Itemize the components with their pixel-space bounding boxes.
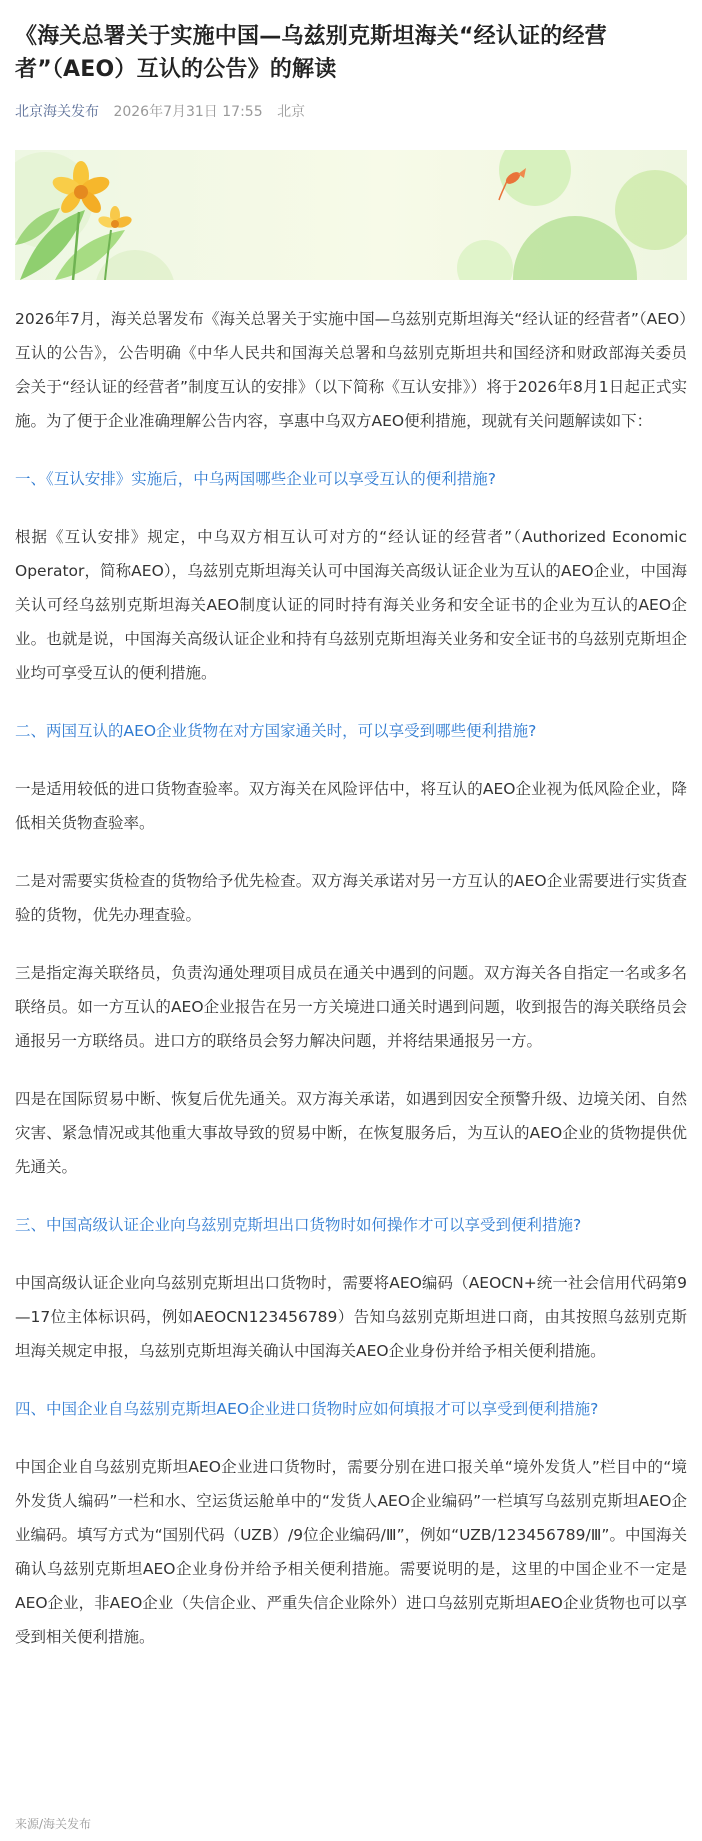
flower-illustration [15, 150, 687, 280]
section-heading-1: 一、《互认安排》实施后，中乌两国哪些企业可以享受互认的便利措施? [15, 470, 496, 488]
section-heading-4: 四、中国企业自乌兹别克斯坦AEO企业进口货物时应如何填报才可以享受到便利措施? [15, 1400, 599, 1418]
article [15, 0, 687, 1654]
section-1-paragraph: 根据《互认安排》规定，中乌双方相互认可对方的“经认证的经营者”（Authorized Economic Operator，简称AEO），乌兹别克斯坦海关认可中国海关高级认证企业为互认的AEO企业，中国海关认可经乌兹别克斯坦海关AEO制度认证的同时持有海关业务和安全证书的企业为互认的AEO企业。也就是说，中国海关高级认证企业和持有乌兹别克斯坦海关业务和安全证书的乌兹别克斯坦企业均可享受互认的便利措施。 [15, 528, 687, 682]
section-4-paragraph: 中国企业自乌兹别克斯坦AEO企业进口货物时，需要分别在进口报关单“境外发货人”栏目中的“境外发货人编码”一栏和水、空运货运舱单中的“发货人AEO企业编码”一栏填写乌兹别克斯坦AEO企业编码。填写方式为“国别代码（UZB）/9位企业编码/Ⅲ”，例如“UZB/123456789/Ⅲ”。中国海关确认乌兹别克斯坦AEO企业身份并给予相关便利措施。需要说明的是，这里的中国企业不一定是AEO企业，非AEO企业（失信企业、严重失信企业除外）进口乌兹别克斯坦AEO企业货物也可以享受到相关便利措施。 [15, 1458, 687, 1646]
section-2-paragraph-4: 四是在国际贸易中断、恢复后优先通关。双方海关承诺，如遇到因安全预警升级、边境关闭、自然灾害、紧急情况或其他重大事故导致的贸易中断，在恢复服务后，为互认的AEO企业的货物提供优先通关。 [15, 1090, 687, 1176]
article-meta [15, 102, 687, 122]
source-account-link[interactable]: 北京海关发布 [15, 104, 99, 120]
intro-paragraph: 2026年7月，海关总署发布《海关总署关于实施中国—乌兹别克斯坦海关“经认证的经营者”（AEO）互认的公告》，公告明确《中华人民共和国海关总署和乌兹别克斯坦共和国经济和财政部海关委员会关于“经认证的经营者”制度互认的安排》（以下简称《互认安排》）将于2026年8月1日起正式实施。为了便于企业准确理解公告内容，享惠中乌双方AEO便利措施，现就有关问题解读如下： [15, 310, 687, 430]
section-3-paragraph: 中国高级认证企业向乌兹别克斯坦出口货物时，需要将AEO编码（AEOCN+统一社会信用代码第9—17位主体标识码，例如AEOCN123456789）告知乌兹别克斯坦进口商，由其按照乌兹别克斯坦海关规定申报，乌兹别克斯坦海关确认中国海关AEO企业身份并给予相关便利措施。 [15, 1274, 687, 1360]
section-2-paragraph-3: 三是指定海关联络员，负责沟通处理项目成员在通关中遇到的问题。双方海关各自指定一名或多名联络员。如一方互认的AEO企业报告在另一方关境进口通关时遇到问题，收到报告的海关联络员会通报另一方联络员。进口方的联络员会努力解决问题，并将结果通报另一方。 [15, 964, 687, 1050]
section-heading-2: 二、两国互认的AEO企业货物在对方国家通关时，可以享受到哪些便利措施? [15, 722, 537, 740]
section-2-paragraph-2: 二是对需要实货检查的货物给予优先检查。双方海关承诺对另一方互认的AEO企业需要进行实货查验的货物，优先办理查验。 [15, 872, 687, 924]
section-heading-3: 三、中国高级认证企业向乌兹别克斯坦出口货物时如何操作才可以享受到便利措施? [15, 1216, 582, 1234]
section-2-paragraph-1: 一是适用较低的进口货物查验率。双方海关在风险评估中，将互认的AEO企业视为低风险企业，降低相关货物查验率。 [15, 780, 687, 832]
article-title: 《海关总署关于实施中国—乌兹别克斯坦海关“经认证的经营者”（AEO）互认的公告》的解读 [15, 24, 607, 82]
publish-date: 2026年7月31日 17:55 [113, 104, 263, 120]
publish-location: 北京 [277, 104, 306, 120]
footer-source-note: 来源/海关发布 [15, 1817, 92, 1831]
banner-image [15, 150, 687, 280]
